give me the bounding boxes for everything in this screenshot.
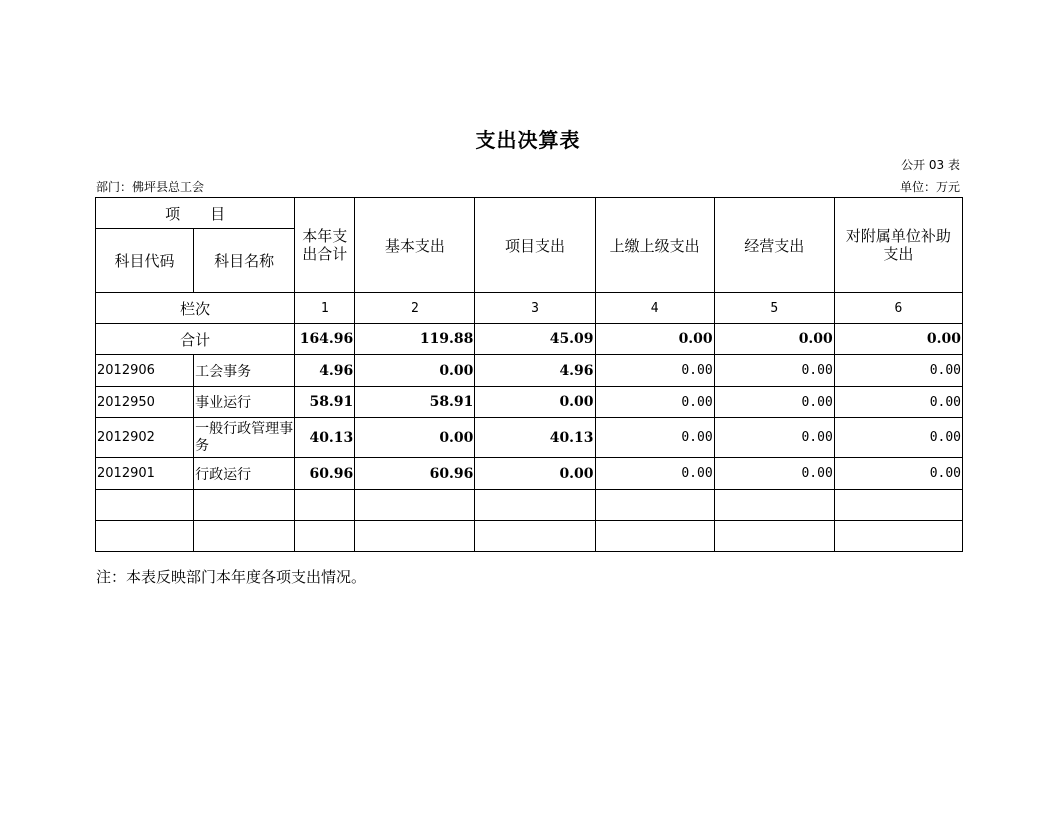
row-total: 4.96 bbox=[295, 355, 355, 387]
row-upper: 0.00 bbox=[595, 355, 714, 387]
header-upper: 上缴上级支出 bbox=[595, 198, 714, 293]
row-total: 58.91 bbox=[295, 387, 355, 418]
total-row-project: 45.09 bbox=[475, 324, 595, 355]
row-basic: 60.96 bbox=[355, 458, 475, 490]
row-code: 2012901 bbox=[96, 458, 194, 490]
row-upper: 0.00 bbox=[595, 387, 714, 418]
document-title: 支出决算表 bbox=[475, 128, 581, 152]
row-project: 4.96 bbox=[475, 355, 595, 387]
col-index-2: 2 bbox=[355, 293, 475, 324]
row-name: 行政运行 bbox=[194, 458, 295, 490]
row-code: 2012950 bbox=[96, 387, 194, 418]
footnote: 注：本表反映部门本年度各项支出情况。 bbox=[96, 568, 367, 586]
empty-row bbox=[96, 490, 963, 521]
row-name: 一般行政管理事务 bbox=[194, 418, 295, 458]
total-row-upper: 0.00 bbox=[595, 324, 714, 355]
expenditure-table bbox=[95, 197, 963, 552]
header-project: 项目支出 bbox=[475, 198, 595, 293]
row-subsidy: 0.00 bbox=[834, 418, 962, 458]
row-code: 2012902 bbox=[96, 418, 194, 458]
header-subsidy: 对附属单位补助支出 bbox=[834, 198, 962, 293]
row-business: 0.00 bbox=[714, 458, 834, 490]
total-row-business: 0.00 bbox=[714, 324, 834, 355]
row-name: 工会事务 bbox=[194, 355, 295, 387]
col-index-3: 3 bbox=[475, 293, 595, 324]
row-project: 0.00 bbox=[475, 387, 595, 418]
total-row-basic: 119.88 bbox=[355, 324, 475, 355]
row-business: 0.00 bbox=[714, 387, 834, 418]
row-upper: 0.00 bbox=[595, 458, 714, 490]
header-total: 本年支出合计 bbox=[295, 198, 355, 293]
row-business: 0.00 bbox=[714, 418, 834, 458]
row-upper: 0.00 bbox=[595, 418, 714, 458]
header-name: 科目名称 bbox=[194, 229, 295, 293]
row-subsidy: 0.00 bbox=[834, 387, 962, 418]
header-business: 经营支出 bbox=[714, 198, 834, 293]
department-label: 部门：佛坪县总工会 bbox=[96, 180, 205, 194]
col-index-1: 1 bbox=[295, 293, 355, 324]
total-row-total: 164.96 bbox=[295, 324, 355, 355]
row-project: 0.00 bbox=[475, 458, 595, 490]
unit-label: 单位：万元 bbox=[899, 180, 960, 194]
table-row bbox=[96, 418, 963, 458]
row-business: 0.00 bbox=[714, 355, 834, 387]
row-code: 2012906 bbox=[96, 355, 194, 387]
header-code: 科目代码 bbox=[96, 229, 194, 293]
col-index-6: 6 bbox=[834, 293, 962, 324]
col-index-label: 栏次 bbox=[96, 293, 295, 324]
table-row bbox=[96, 355, 963, 387]
total-row-subsidy: 0.00 bbox=[834, 324, 962, 355]
table-row bbox=[96, 458, 963, 490]
row-name: 事业运行 bbox=[194, 387, 295, 418]
header-item: 项 目 bbox=[96, 198, 295, 229]
col-index-4: 4 bbox=[595, 293, 714, 324]
row-subsidy: 0.00 bbox=[834, 458, 962, 490]
row-basic: 58.91 bbox=[355, 387, 475, 418]
row-basic: 0.00 bbox=[355, 355, 475, 387]
header-basic: 基本支出 bbox=[355, 198, 475, 293]
row-total: 40.13 bbox=[295, 418, 355, 458]
table-row bbox=[96, 387, 963, 418]
empty-row bbox=[96, 521, 963, 552]
row-basic: 0.00 bbox=[355, 418, 475, 458]
row-subsidy: 0.00 bbox=[834, 355, 962, 387]
form-number: 公开 03 表 bbox=[901, 158, 960, 172]
row-total: 60.96 bbox=[295, 458, 355, 490]
total-row-label: 合计 bbox=[96, 324, 295, 355]
row-project: 40.13 bbox=[475, 418, 595, 458]
col-index-5: 5 bbox=[714, 293, 834, 324]
